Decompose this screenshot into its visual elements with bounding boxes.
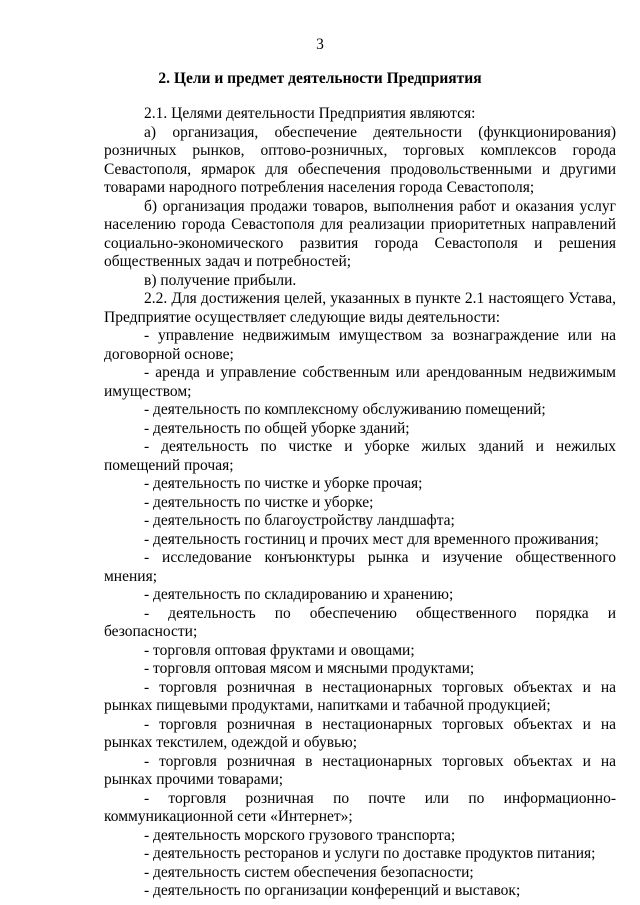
activity-item: - торговля розничная в нестационарных торговых объектах и на рынках пищевыми продуктами, напитками и табачной продукцией; [104,678,616,714]
activity-item: - деятельность морского грузового транспорта; [144,826,456,844]
page-number: 3 [316,36,324,53]
section-title: 2. Цели и предмет деятельности Предприятия [158,70,482,87]
document-body [104,105,616,901]
activity-item: - исследование конъюнктуры рынка и изучение общественного мнения; [104,549,616,585]
activity-item: - деятельность по чистке и уборке жилых зданий и нежилых помещений прочая; [104,438,616,474]
paragraph-goal-c: в) получение прибыли. [144,271,297,289]
activity-item: - аренда и управление собственным или арендованным недвижимым имуществом; [104,364,616,400]
activity-item: - торговля оптовая мясом и мясными продуктами; [144,660,475,677]
activity-item: - торговля розничная в нестационарных торговых объектах и на рынках текстилем, одеждой и обувью; [104,715,616,751]
activity-item: - деятельность по чистке и уборке прочая; [144,475,423,492]
paragraph-goal-b: б) организация продажи товаров, выполнения работ и оказания услуг населению города Севастополя для реализации приоритетных направлений социально-экономического развития города Севастополя и решения общественных задач и потребностей; [104,197,616,270]
activity-item: - деятельность по складированию и хранению; [144,586,454,603]
activity-item: - деятельность гостиниц и прочих мест для временного проживания; [144,530,599,548]
activity-item: - деятельность по благоустройству ландшафта; [144,512,455,529]
activity-item: - торговля оптовая фруктами и овощами; [144,641,415,659]
activity-item: - деятельность систем обеспечения безопасности; [144,863,474,881]
activity-item: - деятельность по обеспечению общественного порядка и безопасности; [104,604,616,640]
activity-item: - деятельность по общей уборке зданий; [144,419,410,437]
activity-item: - торговля розничная по почте или по информационно-коммуникационной сети «Интернет»; [104,789,616,825]
activity-item: - деятельность по организации конференций и выставок; [144,882,521,899]
activity-item: - деятельность ресторанов и услуги по доставке продуктов питания; [144,845,596,862]
activity-item: - деятельность по комплексному обслуживанию помещений; [144,401,546,418]
activity-item: - торговля розничная в нестационарных торговых объектах и на рынках прочими товарами; [104,752,616,788]
paragraph-goal-a: а) организация, обеспечение деятельности (функционирования) розничных рынков, оптово-розничных, торговых комплексов города Севастополя, ярмарок для обеспечения продовольственными и другими товарами народного потребления населения города Севастополя; [104,123,616,196]
paragraph-2-1-heading: 2.1. Целями деятельности Предприятия являются: [144,105,476,122]
paragraph-2-2-heading: 2.2. Для достижения целей, указанных в пункте 2.1 настоящего Устава, Предприятие осуществляет следующие виды деятельности: [104,290,616,326]
activity-item: - управление недвижимым имуществом за вознаграждение или на договорной основе; [104,327,616,363]
activity-item: - деятельность по чистке и уборке; [144,493,374,511]
